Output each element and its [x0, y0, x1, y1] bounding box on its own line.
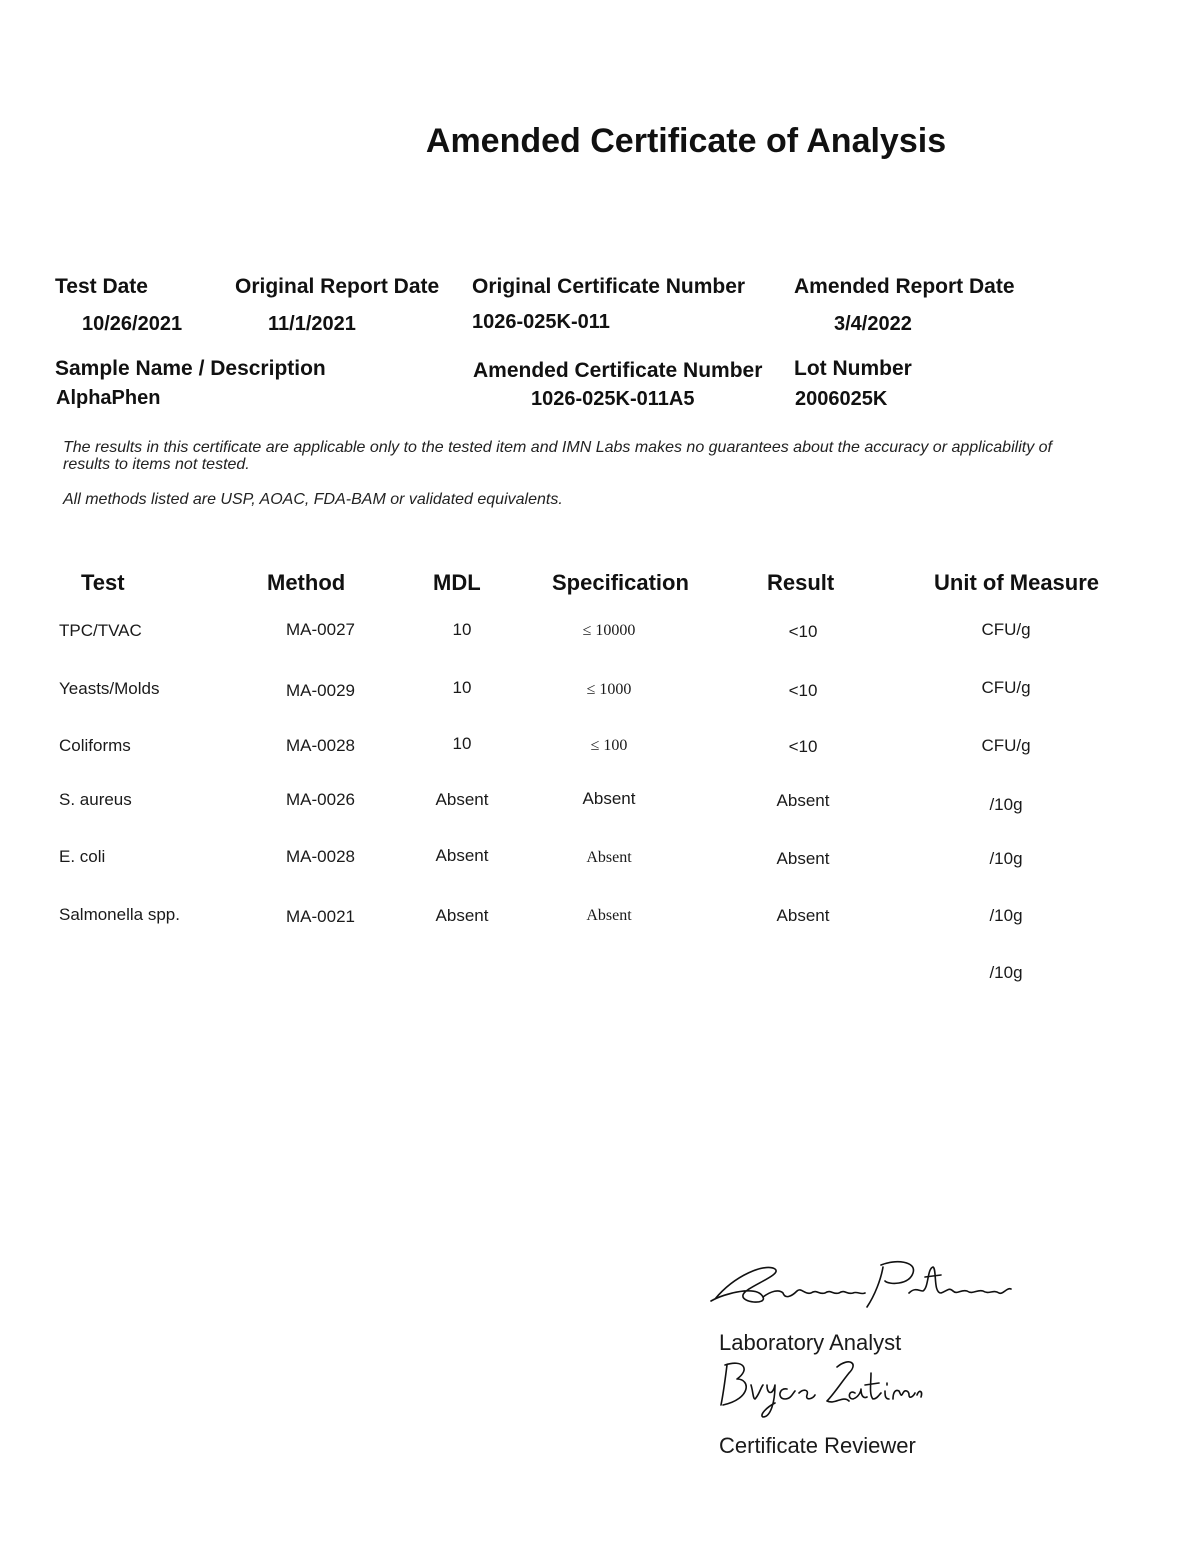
row-result: <10 — [788, 681, 818, 700]
row-test: S. aureus — [59, 790, 132, 809]
amended-report-date-label: Amended Report Date — [794, 275, 1015, 298]
amended-cert-number-label: Amended Certificate Number — [473, 359, 763, 382]
row-unit: CFU/g — [981, 736, 1031, 755]
column-header-mdl: MDL — [433, 570, 481, 595]
row-result: <10 — [788, 622, 818, 641]
row-unit: /10g — [989, 849, 1023, 868]
analyst-title: Laboratory Analyst — [719, 1330, 902, 1355]
row-mdl: Absent — [435, 906, 489, 925]
row-test: Salmonella spp. — [59, 905, 180, 924]
row-method: MA-0028 — [286, 847, 355, 866]
test-date-label: Test Date — [55, 275, 148, 298]
row-unit: CFU/g — [981, 620, 1031, 639]
row-result: Absent — [776, 791, 830, 810]
row-unit: CFU/g — [981, 678, 1031, 697]
row-mdl: Absent — [435, 790, 489, 809]
row-test: Yeasts/Molds — [59, 679, 160, 698]
methods-note: All methods listed are USP, AOAC, FDA-BAM or validated equivalents. — [63, 491, 563, 508]
row-specification: Absent — [586, 849, 632, 866]
row-method: MA-0029 — [286, 681, 355, 700]
column-header-method: Method — [267, 570, 346, 595]
row-test: E. coli — [59, 847, 106, 866]
row-mdl: 10 — [452, 734, 472, 753]
original-cert-number-label: Original Certificate Number — [472, 275, 746, 298]
row-mdl: Absent — [435, 846, 489, 865]
row-specification: Absent — [582, 789, 636, 808]
original-report-date-value: 11/1/2021 — [268, 313, 356, 335]
sample-name-label: Sample Name / Description — [55, 357, 326, 380]
row-result: Absent — [776, 849, 830, 868]
lot-number-value: 2006025K — [795, 388, 888, 410]
row-test: TPC/TVAC — [59, 621, 142, 640]
page-title: Amended Certificate of Analysis — [425, 122, 947, 160]
row-method: MA-0021 — [286, 907, 355, 926]
row-specification: ≤ 1000 — [586, 681, 632, 698]
row-method: MA-0028 — [286, 736, 355, 755]
row-unit: /10g — [989, 795, 1023, 814]
row-method: MA-0027 — [286, 620, 355, 639]
column-header-test: Test — [81, 570, 125, 595]
column-header-specification: Specification — [552, 570, 689, 595]
row-unit: /10g — [989, 906, 1023, 925]
reviewer-signature — [715, 1355, 925, 1425]
row-result: <10 — [788, 737, 818, 756]
reviewer-title: Certificate Reviewer — [719, 1433, 916, 1458]
row-test: Coliforms — [59, 736, 131, 755]
row-specification: Absent — [586, 907, 632, 924]
row-specification: ≤ 100 — [590, 737, 628, 754]
row-method: MA-0026 — [286, 790, 355, 809]
row-result: Absent — [776, 906, 830, 925]
original-cert-number-value: 1026-025K-011 — [472, 311, 610, 333]
column-header-unit: Unit of Measure — [934, 570, 1100, 595]
row-mdl: 10 — [452, 620, 472, 639]
sample-name-value: AlphaPhen — [56, 387, 161, 409]
amended-report-date-value: 3/4/2022 — [834, 313, 912, 335]
analyst-signature — [705, 1255, 1015, 1320]
column-header-result: Result — [767, 570, 835, 595]
test-date-value: 10/26/2021 — [82, 313, 183, 335]
amended-cert-number-value: 1026-025K-011A5 — [531, 388, 695, 410]
extra-unit-label: /10g — [989, 963, 1023, 982]
disclaimer-note: The results in this certificate are applicable only to the tested item and IMN Labs makes no guarantees about the accuracy or applicability of results to items not tested. — [63, 439, 1052, 473]
original-report-date-label: Original Report Date — [235, 275, 440, 298]
lot-number-label: Lot Number — [794, 357, 912, 380]
row-specification: ≤ 10000 — [582, 622, 636, 639]
row-mdl: 10 — [452, 678, 472, 697]
